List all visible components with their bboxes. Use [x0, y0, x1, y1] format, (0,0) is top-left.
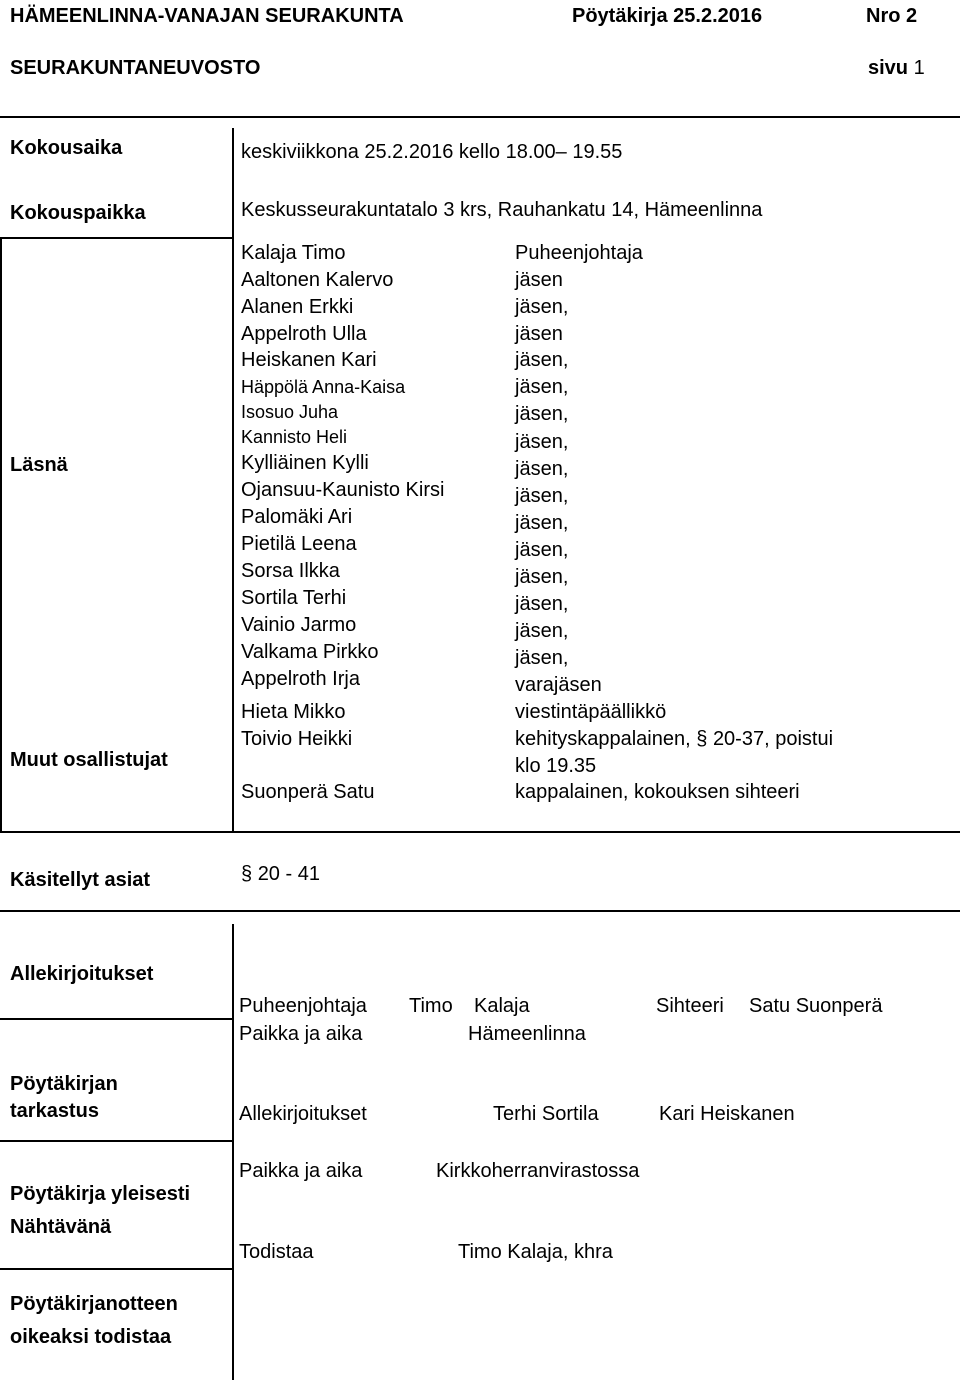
left-box-top-upper — [0, 237, 232, 239]
body-name: SEURAKUNTANEUVOSTO — [10, 57, 261, 79]
attendee-name: Häppölä Anna-Kaisa — [241, 377, 406, 397]
attendee-role: jäsen, — [515, 485, 569, 507]
attendee-role: jäsen, — [515, 296, 569, 318]
attendee-role: jäsen, — [515, 539, 569, 561]
section-mark-icon: § — [696, 728, 708, 750]
rule-items-bottom — [0, 910, 960, 912]
attendee-role: jäsen, — [515, 431, 569, 453]
attendee-name: Sortila Terhi — [241, 587, 347, 609]
rule-participants-bottom — [0, 831, 960, 833]
certify-label: Todistaa — [239, 1241, 314, 1263]
attendee-name: Valkama Pirkko — [241, 641, 379, 663]
signatures-place-time-label: Paikka ja aika — [239, 1023, 363, 1045]
public-label-line2: Nähtävänä — [10, 1216, 112, 1238]
column-divider-upper — [232, 128, 234, 831]
attendee-role: Puheenjohtaja — [515, 242, 643, 264]
attendee-name: Pietilä Leena — [241, 533, 357, 555]
signatures-place-value: Hämeenlinna — [468, 1023, 586, 1045]
review-label-line2: tarkastus — [10, 1100, 99, 1122]
other-role-2-title: kehityskappalainen, — [515, 728, 691, 750]
signatures-label: Allekirjoitukset — [10, 963, 154, 985]
others-label: Muut osallistujat — [10, 749, 168, 771]
rule-top — [0, 116, 960, 118]
attendee-name: Alanen Erkki — [241, 296, 354, 318]
items-label: Käsitellyt asiat — [10, 869, 151, 891]
chair-label: Puheenjohtaja — [239, 995, 367, 1017]
extract-label-line2: oikeaksi todistaa — [10, 1326, 172, 1348]
chair-last-name: Kalaja — [474, 995, 530, 1017]
meeting-time-value: keskiviikkona 25.2.2016 kello 18.00– 19.55 — [241, 141, 623, 163]
attendee-name: Heiskanen Kari — [241, 349, 377, 371]
reviewer-2: Kari Heiskanen — [659, 1103, 795, 1125]
rule-public-bottom — [0, 1268, 232, 1270]
page-number: 1 — [913, 57, 925, 79]
attendee-role: jäsen, — [515, 512, 569, 534]
attendee-role: jäsen, — [515, 349, 569, 371]
attendee-name: Sorsa Ilkka — [241, 560, 340, 582]
public-place-time-label: Paikka ja aika — [239, 1160, 363, 1182]
public-place-value: Kirkkoherranvirastossa — [436, 1160, 640, 1182]
attendee-role: jäsen, — [515, 458, 569, 480]
attendee-role: jäsen, — [515, 376, 569, 398]
review-signatures-label: Allekirjoitukset — [239, 1103, 367, 1125]
attendee-role: jäsen, — [515, 593, 569, 615]
attendee-name: Kylliäinen Kylli — [241, 452, 369, 474]
attendee-name: Kannisto Heli — [241, 427, 348, 447]
left-rule-review — [0, 1140, 232, 1142]
other-role-2-line2: klo 19.35 — [515, 755, 597, 777]
column-divider-lower — [232, 924, 234, 1380]
other-role-2 — [515, 727, 833, 751]
attendee-role: jäsen, — [515, 647, 569, 669]
attendee-role: jäsen — [515, 269, 563, 291]
extract-label-line1: Pöytäkirjanotteen — [10, 1293, 178, 1315]
certify-value: Timo Kalaja, khra — [458, 1241, 613, 1263]
chair-first-name: Timo — [409, 995, 453, 1017]
organization-name: HÄMEENLINNA-VANAJAN SEURAKUNTA — [10, 5, 404, 27]
attendees-label: Läsnä — [10, 454, 68, 476]
attendee-role: jäsen, — [515, 403, 569, 425]
attendee-name: Appelroth Irja — [241, 668, 360, 690]
other-role-2-detail: 20-37, poistui — [712, 728, 834, 750]
attendee-name: Isosuo Juha — [241, 402, 339, 422]
other-name-1: Hieta Mikko — [241, 701, 346, 723]
page-label: sivu — [868, 57, 909, 79]
document-date: Pöytäkirja 25.2.2016 — [572, 5, 763, 27]
items-value — [241, 862, 320, 886]
meeting-place-label: Kokouspaikka — [10, 202, 146, 224]
secretary-label: Sihteeri — [656, 995, 724, 1017]
secretary-name: Satu Suonperä — [749, 995, 883, 1017]
attendee-role: jäsen, — [515, 620, 569, 642]
attendee-name: Aaltonen Kalervo — [241, 269, 394, 291]
other-name-2: Toivio Heikki — [241, 728, 353, 750]
other-name-3: Suonperä Satu — [241, 781, 375, 803]
left-box-edge-upper — [0, 237, 2, 831]
attendee-role: jäsen, — [515, 566, 569, 588]
public-label-line1: Pöytäkirja yleisesti — [10, 1183, 191, 1205]
meeting-place-value: Keskusseurakuntatalo 3 krs, Rauhankatu 14, Hämeenlinna — [241, 199, 763, 221]
attendee-name: Kalaja Timo — [241, 242, 346, 264]
document-number: Nro 2 — [866, 5, 918, 27]
other-role-3: kappalainen, kokouksen sihteeri — [515, 781, 800, 803]
review-label-line1: Pöytäkirjan — [10, 1073, 118, 1095]
attendee-name: Ojansuu-Kaunisto Kirsi — [241, 479, 445, 501]
section-mark-icon: § — [241, 863, 253, 885]
page-indicator — [868, 56, 925, 80]
attendee-name: Vainio Jarmo — [241, 614, 357, 636]
reviewer-1: Terhi Sortila — [493, 1103, 599, 1125]
attendee-role: varajäsen — [515, 674, 602, 696]
other-role-1: viestintäpäällikkö — [515, 701, 667, 723]
meeting-time-label: Kokousaika — [10, 137, 123, 159]
attendee-name: Palomäki Ari — [241, 506, 353, 528]
attendee-role: jäsen — [515, 323, 563, 345]
attendee-name: Appelroth Ulla — [241, 323, 367, 345]
left-rule-signatures — [0, 1018, 232, 1020]
items-range: 20 - 41 — [257, 863, 320, 885]
